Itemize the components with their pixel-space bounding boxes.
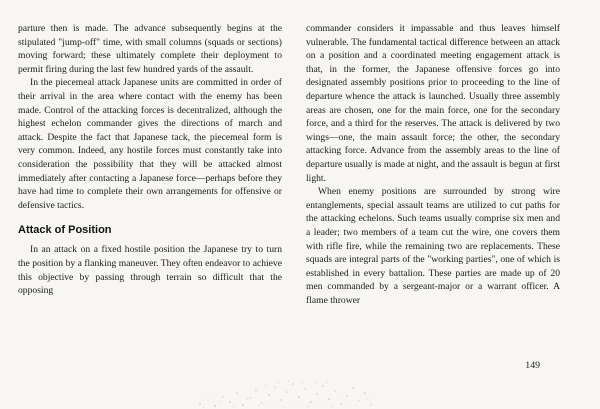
paragraph-4: commander considers it impassable and thus leaves himself vulnerable. The fundamental tactical difference between an attack on a position and a coordinated meeting engagement attack is that, in the former, the Japanese offensive forces go into designated assembly positions prior to proceeding to the line of departure whence the attack is launched. Usually three assembly areas are chosen, one for the main force, one for the secondary force, and a third for the reserves. The attack is delivered by two wings—one, the main assault force; the other, the secondary attacking force. Advance from the assembly areas to the line of departure usually is made at night, and the assault is begun at first light. [306,23,560,184]
section-heading: Attack of Position [18,224,112,237]
page-number: 149 [525,360,540,371]
left-column [18,22,282,298]
paragraph-2: In the piecemeal attack Japanese units are committed in order of their arrival in the area where contact with the enemy has been made. Control of the attacking forces is decentralized, although the highest echelon commander gives the directions of march and attack. Despite the fact that Japanese tack, the piecemeal form is very common. Indeed, any hostile forces must constantly take into consideration the possibility that they will be attacked almost immediately after contacting a Japanese force—perhaps before they have had time to complete their own arrangements for offensive or defensive tactics. [18,77,282,211]
paragraph-5: When enemy positions are surrounded by strong wire entanglements, special assault teams are utilized to cut paths for the attacking echelons. Such teams usually comprise six men and a leader; two members of a team cut the wire, one covers them with rifle fire, while the remaining two are replacements. These squads are integral parts of the "working parties", one of which is established in every battalion. These parties are made up of 20 men commanded by a sergeant-major or a warrant officer. A flame thrower [306,186,560,306]
paragraph-3: In an attack on a fixed hostile position the Japanese try to turn the position by a flanking maneuver. They often endeavor to achieve this objective by passing through terrain so difficult that the opposing [18,244,282,297]
scan-noise-decoration [190,378,380,409]
paragraph-1: parture then is made. The advance subsequently begins at the stipulated "jump-off" time, with small columns (squads or sections) moving forward; these ultimately complete their deployment to permit firing during the last few hundred yards of the assault. [18,23,282,75]
right-column [306,22,560,307]
